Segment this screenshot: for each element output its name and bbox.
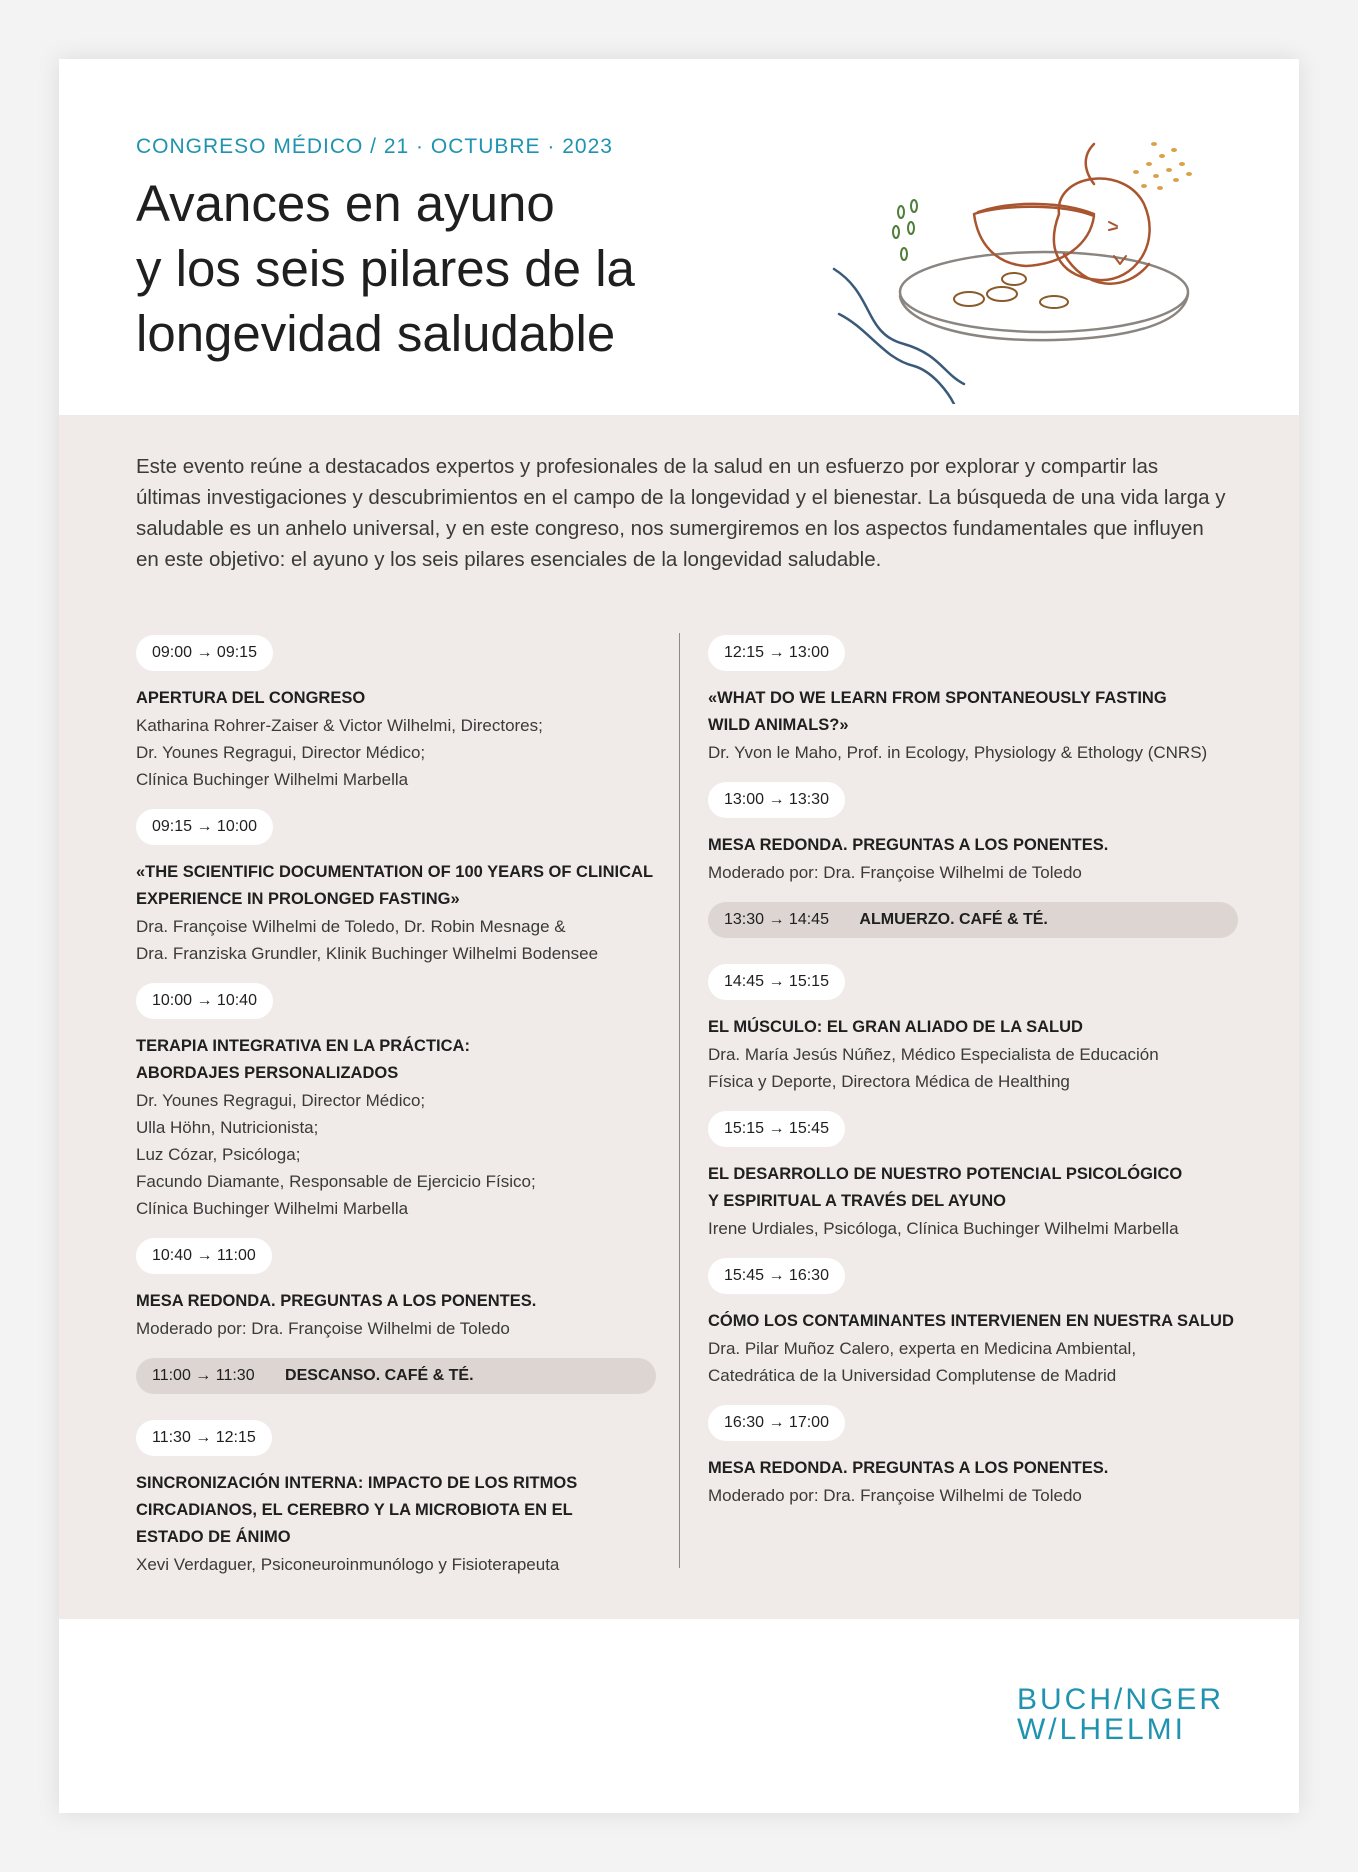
header [59,59,1299,415]
time-pill: 14:45 → 15:15 [708,964,845,1000]
schedule-right [708,635,1238,1525]
title-line: longevidad saludable [136,305,616,362]
time-pill: 15:45 → 16:30 [708,1258,845,1294]
schedule-slot [136,1238,656,1342]
session-title: «WHAT DO WE LEARN FROM SPONTANEOUSLY FASTING WILD ANIMALS?» [708,689,1167,734]
schedule-slot [136,635,656,793]
logo-line: BUCH/NGER [1016,1683,1224,1716]
time-pill: 12:15 → 13:00 [708,635,845,671]
schedule-slot [136,1420,656,1578]
session-speakers: Moderado por: Dra. Françoise Wilhelmi de Toledo [708,863,1082,882]
session-title: CÓMO LOS CONTAMINANTES INTERVIENEN EN NUESTRA SALUD [708,1312,1234,1330]
break-bar [136,1358,656,1394]
session-speakers: Dr. Yvon le Maho, Prof. in Ecology, Physiology & Ethology (CNRS) [708,743,1208,762]
time-pill: 13:00 → 13:30 [708,782,845,818]
session-speakers: Dra. Pilar Muñoz Calero, experta en Medicina Ambiental, Catedrática de la Universidad Complutense de Madrid [708,1339,1137,1385]
session-speakers: Katharina Rohrer-Zaiser & Victor Wilhelmi, Directores; Dr. Younes Regragui, Director Médico; Clínica Buchinger Wilhelmi Marbella [136,716,543,789]
schedule-slot [708,1405,1238,1509]
event-kicker: CONGRESO MÉDICO / 21 · OCTUBRE · 2023 [136,135,613,158]
session-title: EL DESARROLLO DE NUESTRO POTENCIAL PSICOLÓGICO Y ESPIRITUAL A TRAVÉS DEL AYUNO [708,1165,1183,1210]
session-title: «THE SCIENTIFIC DOCUMENTATION OF 100 YEARS OF CLINICAL EXPERIENCE IN PROLONGED FASTING» [136,863,654,908]
time-pill: 09:15 → 10:00 [136,809,273,845]
session-title: SINCRONIZACIÓN INTERNA: IMPACTO DE LOS RITMOS CIRCADIANOS, EL CEREBRO Y LA MICROBIOTA EN EL ESTADO DE ÁNIMO [136,1474,578,1546]
break-time: 11:00 → 11:30 [152,1367,255,1384]
session-title: EL MÚSCULO: EL GRAN ALIADO DE LA SALUD [708,1018,1083,1036]
session-speakers: Irene Urdiales, Psicóloga, Clínica Buchinger Wilhelmi Marbella [708,1219,1179,1238]
session-speakers: Dra. María Jesús Núñez, Médico Especialista de Educación Física y Deporte, Directora Médica de Healthing [708,1045,1159,1091]
schedule-slot [708,782,1238,886]
logo-line: W/LHELMI [1016,1713,1187,1746]
break-bar [708,902,1238,938]
page-title [136,171,756,366]
session-title: APERTURA DEL CONGRESO [136,689,366,707]
session-speakers: Moderado por: Dra. Françoise Wilhelmi de Toledo [708,1486,1082,1505]
program-band [59,415,1299,1619]
time-pill: 09:00 → 09:15 [136,635,273,671]
break-label: DESCANSO. CAFÉ & TÉ. [285,1367,474,1384]
schedule-slot [708,964,1238,1095]
time-pill: 10:40 → 11:00 [136,1238,272,1274]
break-label: ALMUERZO. CAFÉ & TÉ. [859,911,1048,928]
session-title: TERAPIA INTEGRATIVA EN LA PRÁCTICA: ABORDAJES PERSONALIZADOS [136,1037,470,1082]
poster-page [59,59,1299,1813]
schedule-slot [136,809,656,967]
time-pill: 16:30 → 17:00 [708,1405,845,1441]
session-speakers: Dr. Younes Regragui, Director Médico; Ulla Höhn, Nutricionista; Luz Cózar, Psicóloga; Facundo Diamante, Responsable de Ejercicio Físico; Clínica Buchinger Wilhelmi Marbella [136,1091,536,1218]
break-time: 13:30 → 14:45 [724,911,829,928]
column-divider [679,633,680,1568]
time-pill: 15:15 → 15:45 [708,1111,845,1147]
title-line: y los seis pilares de la [136,240,635,297]
brand-logo [1017,1685,1224,1745]
session-speakers: Moderado por: Dra. Françoise Wilhelmi de Toledo [136,1319,510,1338]
schedule-slot [708,635,1238,766]
intro-paragraph: Este evento reúne a destacados expertos y profesionales de la salud en un esfuerzo por explorar y compartir las últimas investigaciones y descubrimientos en el campo de la longevidad y el bienestar. La búsqueda de una vida larga y saludable es un anhelo universal, y en este congreso, nos sumergiremos en los aspectos fundamentales que influyen en este objetivo: el ayuno y los seis pilares esenciales de la longevidad saludable. [136,455,1226,571]
schedule-slot [708,1258,1238,1389]
schedule-slot [136,983,656,1222]
schedule-left [136,635,656,1594]
session-title: MESA REDONDA. PREGUNTAS A LOS PONENTES. [708,1459,1109,1477]
session-title: MESA REDONDA. PREGUNTAS A LOS PONENTES. [708,836,1109,854]
session-title: MESA REDONDA. PREGUNTAS A LOS PONENTES. [136,1292,537,1310]
session-speakers: Dra. Françoise Wilhelmi de Toledo, Dr. Robin Mesnage & Dra. Franziska Grundler, Klinik Buchinger Wilhelmi Bodensee [136,917,599,963]
time-pill: 11:30 → 12:15 [136,1420,272,1456]
fruit-plate-illustration-icon [764,104,1244,404]
session-speakers: Xevi Verdaguer, Psiconeuroinmunólogo y Fisioterapeuta [136,1555,560,1574]
title-line: Avances en ayuno [136,175,555,232]
time-pill: 10:00 → 10:40 [136,983,273,1019]
schedule-slot [708,1111,1238,1242]
